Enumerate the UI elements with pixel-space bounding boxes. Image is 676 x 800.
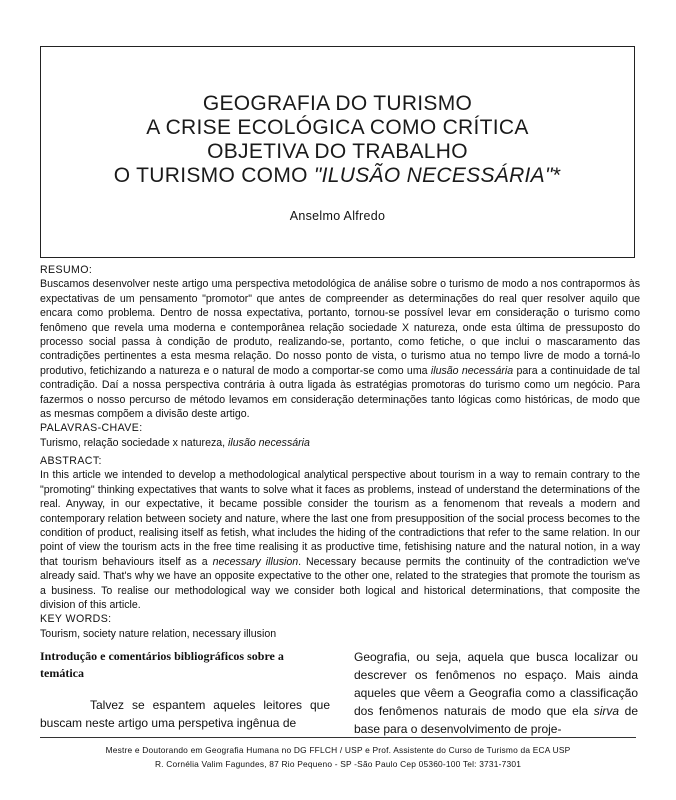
footnote-line-2: R. Cornélia Valim Fagundes, 87 Rio Pequeno - SP -São Paulo Cep 05360-100 Tel: 3731-7301 bbox=[154, 759, 522, 769]
article-title bbox=[40, 92, 635, 188]
footnote-line-1: Mestre e Doutorando em Geografia Humana no DG FFLCH / USP e Prof. Assistente do Curso de Turismo da ECA USP bbox=[105, 745, 571, 755]
body-paragraph-left: Talvez se espantem aqueles leitores que buscam neste artigo uma perspetiva ingênua de bbox=[40, 698, 330, 730]
title-line-3: OBJETIVA DO TRABALHO bbox=[207, 140, 468, 163]
body-column-right bbox=[354, 648, 638, 738]
title-footnote-mark: * bbox=[552, 164, 562, 187]
footnote bbox=[40, 743, 636, 771]
palavras-chave-italic: ilusão necessária bbox=[228, 436, 310, 449]
resumo-text-part-2: para a continuidade de tal contradição. Daí a nossa perspectiva contrária à outra ligada às estratégias promotoras do turismo como um negócio. Para fazermos o nosso percurso de método levamos em consideração determinações tanto lógicas como históricas, de modo que as mesmas compõem a divisão deste artigo. bbox=[40, 364, 640, 421]
palavras-chave-part-1: Turismo, relação sociedade x natureza, bbox=[40, 436, 229, 449]
palavras-chave-text bbox=[40, 436, 640, 450]
author-name: Anselmo Alfredo bbox=[289, 209, 386, 223]
resumo-italic-term: ilusão necessária bbox=[430, 364, 514, 377]
abstract-text-part-2: . Necessary because permits the continuity of the contradiction we've already said. That's why we have an opposite expectative to the other one, related to the strategies that promote the tourism as a business. To realise our methodological way we consider both logical and historical determinations, that composite the division of this article. bbox=[40, 555, 640, 612]
abstract-section bbox=[40, 454, 640, 641]
resumo-section bbox=[40, 263, 640, 450]
body-right-part-2: de base para o desenvolvimento de proje- bbox=[354, 704, 639, 736]
abstract-text bbox=[40, 468, 640, 612]
title-italic-phrase: "ILUSÃO NECESSÁRIA" bbox=[313, 164, 553, 187]
body-paragraph-right bbox=[354, 648, 638, 738]
title-line-2: A CRISE ECOLÓGICA COMO CRÍTICA bbox=[146, 116, 529, 139]
resumo-label: RESUMO: bbox=[40, 264, 93, 276]
title-line-1: GEOGRAFIA DO TURISMO bbox=[202, 92, 473, 115]
title-line-4-text: O TURISMO COMO bbox=[113, 164, 314, 187]
body-column-left bbox=[40, 648, 330, 732]
resumo-text-part-1: Buscamos desenvolver neste artigo uma perspectiva metodológica de análise sobre o turismo de modo a nos contrapormos às expectativas de um pensamento "promotor" que antes de compreender as determinações do real quer resolver aquilo que encara como problema. Dentro de nossa expectativa, portanto, tornou-se possível levar em consideração o turismo como fenômeno que revela uma moderna e contemporânea relação sociedade X natureza, onde esta última de pressuposto do processo social passa à condição de produto, realizando-se, portanto, como fetiche, o que inclui o mascaramento das contradições pertinentes a esta mesma relação. Do nosso ponto de vista, o turismo atua no tempo livre de modo a torná-lo produtivo, fetichizando a natureza e o natural de modo a comportar-se como uma bbox=[40, 278, 640, 377]
key-words-text: Tourism, society nature relation, necessary illusion bbox=[40, 627, 277, 640]
title-line-4 bbox=[40, 164, 635, 188]
footnote-rule bbox=[40, 737, 636, 738]
key-words-label: KEY WORDS: bbox=[40, 613, 112, 626]
section-heading: Introdução e comentários bibliográficos sobre a temática bbox=[40, 649, 284, 680]
body-right-part-1: Geografia, ou seja, aquela que busca localizar ou descrever os fenômenos no espaço. Mais ainda aqueles que vêem a Geografia como a classificação dos fenômenos naturais de modo que ela bbox=[354, 650, 638, 718]
palavras-chave-label: PALAVRAS-CHAVE: bbox=[40, 422, 143, 435]
abstract-italic-term: necessary illusion bbox=[212, 555, 299, 568]
abstract-label: ABSTRACT: bbox=[40, 455, 102, 467]
resumo-text bbox=[40, 277, 640, 421]
body-right-italic: sirva bbox=[593, 704, 620, 718]
abstract-text-part-1: In this article we intended to develop a methodological analytical perspective about tourism in a way to remain contrary to the "promoting" thinking expectatives that wants to solve what it faces as problems, instead of understand the determinations of the real. Anyway, in our expectative, it became possible consider the tourism as a fenomenom that reveals a modern and contemporary relation between society and nature, where the last one from presupposition of the social process becomes to the condition of product, realising itself as fetish, what includes the hiding of the contradictions that refer to the same relation. In our point of view the tourism acts in the free time realising it as productive time, fetishising nature and the natural notion, in a way that tourism behaviours itself as a bbox=[40, 469, 640, 568]
